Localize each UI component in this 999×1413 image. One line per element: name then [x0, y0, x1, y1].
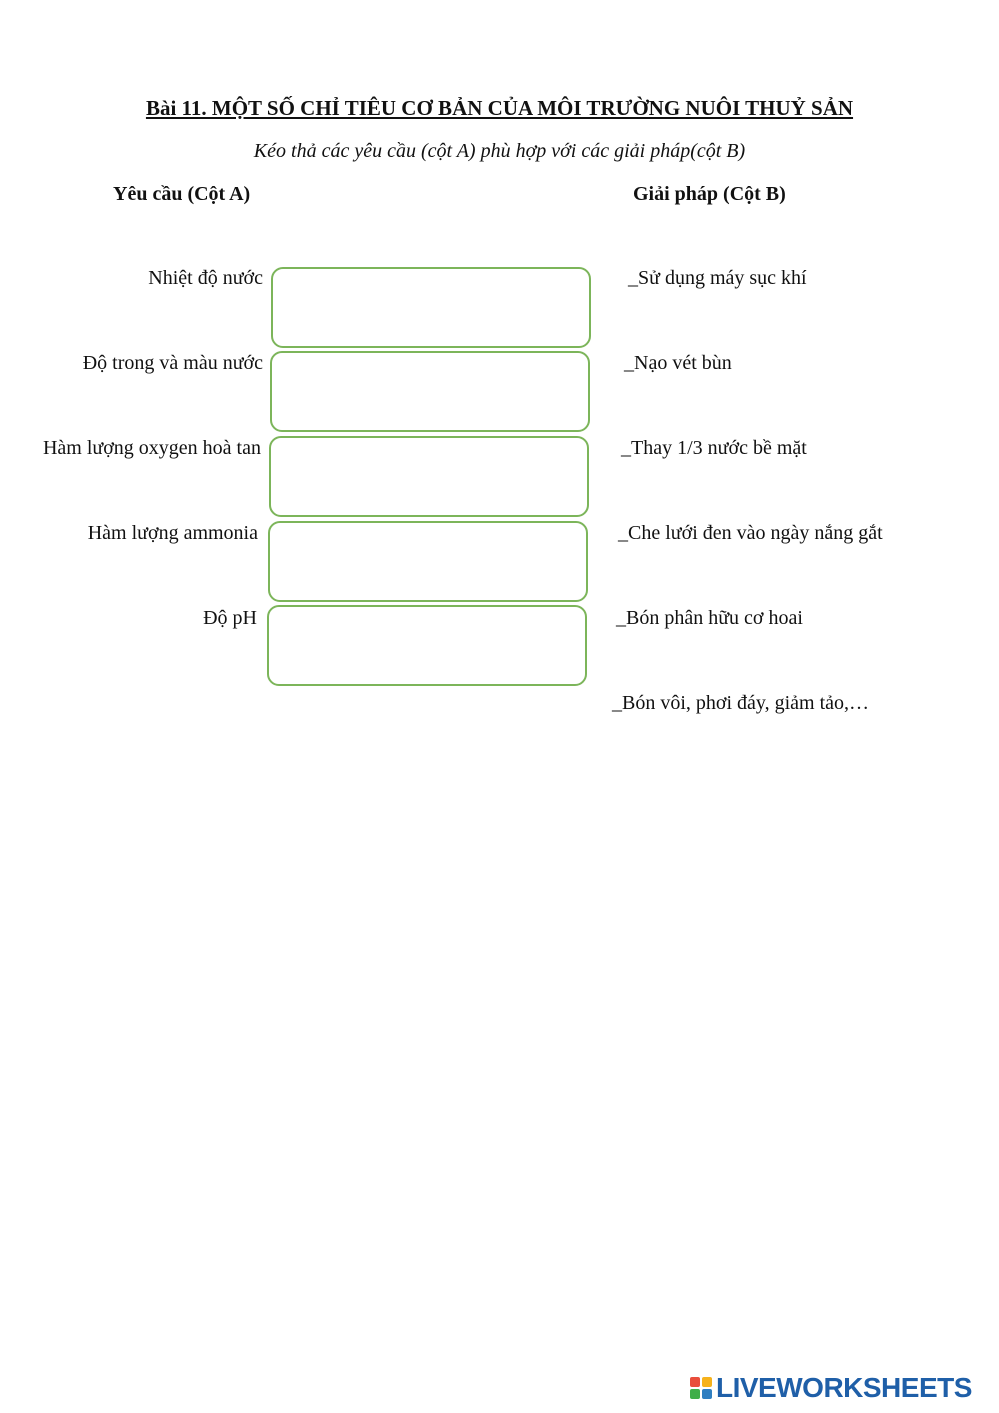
solution-aerator[interactable]: _Sử dụng máy sục khí	[628, 267, 807, 289]
drop-box-temperature[interactable]	[271, 267, 591, 348]
requirement-label-ammonia: Hàm lượng ammonia	[87, 522, 258, 544]
requirement-label-ph: Độ pH	[203, 607, 257, 629]
solution-organic-fertilizer[interactable]: _Bón phân hữu cơ hoai	[616, 607, 803, 629]
solution-lime-drying[interactable]: _Bón vôi, phơi đáy, giảm tảo,…	[612, 692, 870, 714]
liveworksheets-logo-icon	[690, 1377, 712, 1399]
solution-change-water[interactable]: _Thay 1/3 nước bề mặt	[621, 437, 807, 459]
solution-dredge-mud[interactable]: _Nạo vét bùn	[624, 352, 732, 374]
logo-text: LIVEWORKSHEETS	[716, 1372, 972, 1403]
requirement-label-temperature: Nhiệt độ nước	[148, 267, 263, 289]
column-a-heading: Yêu cầu (Cột A)	[113, 183, 251, 205]
drop-box-clarity[interactable]	[270, 351, 590, 432]
page-title: Bài 11. MỘT SỐ CHỈ TIÊU CƠ BẢN CỦA MÔI TRƯỜNG NUÔI THUỶ SẢN	[145, 96, 854, 120]
drop-box-ammonia[interactable]	[268, 521, 588, 602]
solution-shade-net[interactable]: _Che lưới đen vào ngày nắng gắt	[618, 522, 883, 544]
instruction-text: Kéo thả các yêu cầu (cột A) phù hợp với các giải pháp(cột B)	[253, 140, 746, 162]
drop-box-ph[interactable]	[267, 605, 587, 686]
liveworksheets-logo	[690, 1373, 972, 1403]
requirement-label-oxygen: Hàm lượng oxygen hoà tan	[42, 437, 261, 459]
column-b-heading: Giải pháp (Cột B)	[633, 183, 786, 205]
drop-box-oxygen[interactable]	[269, 436, 589, 517]
requirement-label-clarity: Độ trong và màu nước	[82, 352, 263, 374]
